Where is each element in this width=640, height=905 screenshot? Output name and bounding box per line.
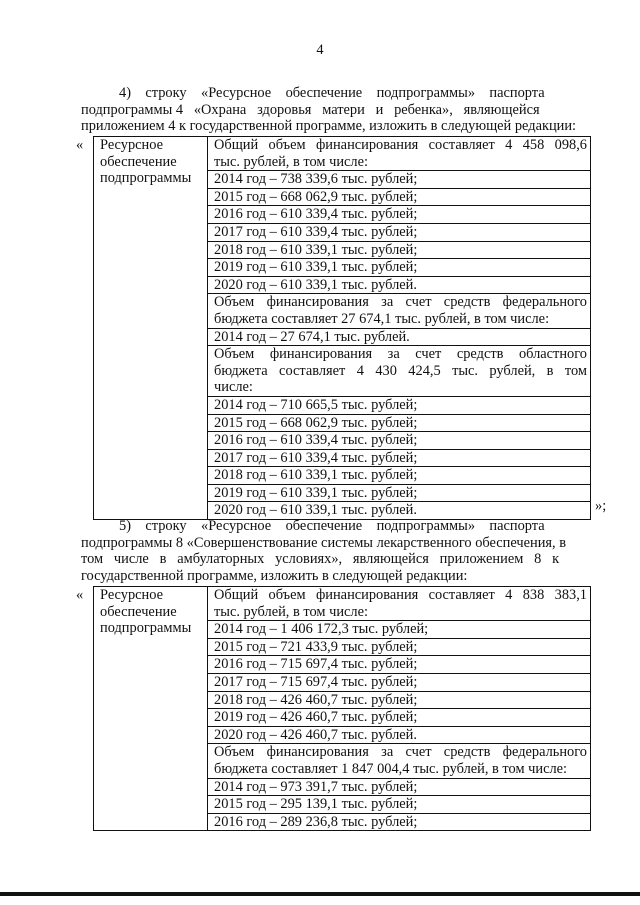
table-1-content-line: тыс. рублей, в том числе: <box>208 154 590 172</box>
table-1-content-line: 2014 год – 27 674,1 тыс. рублей. <box>208 329 590 347</box>
table-2-content-line: 2018 год – 426 460,7 тыс. рублей; <box>208 692 590 710</box>
table-2-content-cell <box>208 587 591 831</box>
table-1-label-line: обеспечение <box>100 153 177 170</box>
item-4-line-3: приложением 4 к государственной программе, изложить в следующей редакции: <box>81 118 577 135</box>
table-2-content-line: 2014 год – 1 406 172,3 тыс. рублей; <box>208 621 590 639</box>
table-2-content-line: 2015 год – 721 433,9 тыс. рублей; <box>208 639 590 657</box>
table-1-content-line: 2020 год – 610 339,1 тыс. рублей. <box>208 277 590 295</box>
table-1-content-line: 2016 год – 610 339,4 тыс. рублей; <box>208 206 590 224</box>
table-1-resource-provision <box>93 136 591 520</box>
table-1-label-cell <box>94 137 208 520</box>
table-2-label-line: подпрограммы <box>100 620 192 637</box>
table-2-content-line: Общий объем финансирования составляет 4 838 383,1 <box>214 587 587 603</box>
table-1-content-line: 2018 год – 610 339,1 тыс. рублей; <box>208 242 590 260</box>
table-2-content-line: 2015 год – 295 139,1 тыс. рублей; <box>208 796 590 814</box>
table-2-resource-provision <box>93 586 591 831</box>
table-2-content-line: 2019 год – 426 460,7 тыс. рублей; <box>208 709 590 727</box>
table-1-content-line: числе: <box>208 379 590 397</box>
table-1-content-line: Объем финансирования за счет средств областного <box>214 346 587 363</box>
table-2-open-quote: « <box>76 587 84 603</box>
table-1-content-line: 2019 год – 610 339,1 тыс. рублей; <box>208 485 590 503</box>
item-4-paragraph <box>81 85 609 135</box>
table-1-label-line: Ресурсное <box>100 137 163 153</box>
table-1-content-line: Общий объем финансирования составляет 4 458 098,6 <box>214 137 587 153</box>
table-1-open-quote: « <box>76 137 84 153</box>
table-1-content-line: 2020 год – 610 339,1 тыс. рублей. <box>214 502 417 519</box>
table-2-content-line: тыс. рублей, в том числе: <box>208 604 590 622</box>
table-1-content-line: 2019 год – 610 339,1 тыс. рублей; <box>208 259 590 277</box>
table-2-content-line: 2020 год – 426 460,7 тыс. рублей. <box>208 727 590 745</box>
table-1-content-cell <box>208 137 591 520</box>
table-2-content-line: бюджета составляет 1 847 004,4 тыс. рублей, в том числе: <box>208 761 590 779</box>
table-1-label-line: подпрограммы <box>100 170 192 187</box>
item-4-line-1: 4) строку «Ресурсное обеспечение подпрограммы» паспорта <box>119 85 545 101</box>
table-2-content-line: 2016 год – 289 236,8 тыс. рублей; <box>214 813 418 830</box>
item-5-line-3: том числе в амбулаторных условиях», являющейся приложением 8 к <box>81 551 560 568</box>
table-1-content-line: 2014 год – 738 339,6 тыс. рублей; <box>208 171 590 189</box>
table-2-label-cell <box>94 587 208 831</box>
item-5-paragraph <box>81 518 609 584</box>
item-5-line-4: государственной программе, изложить в следующей редакции: <box>81 567 468 584</box>
table-1-close-quote: »; <box>595 498 607 514</box>
item-5-line-2: подпрограммы 8 «Совершенствование системы лекарственного обеспечения, в <box>81 534 567 551</box>
table-1-content-line: Объем финансирования за счет средств федерального <box>214 294 587 311</box>
table-1-content-line: 2016 год – 610 339,4 тыс. рублей; <box>208 432 590 450</box>
table-2-content-line: 2017 год – 715 697,4 тыс. рублей; <box>208 674 590 692</box>
item-5-line-1: 5) строку «Ресурсное обеспечение подпрограммы» паспорта <box>119 518 545 534</box>
table-2-content-line: Объем финансирования за счет средств федерального <box>214 744 587 761</box>
table-1-content-line: 2018 год – 610 339,1 тыс. рублей; <box>208 467 590 485</box>
page-bottom-rule <box>0 892 640 896</box>
table-1-content-line: бюджета составляет 27 674,1 тыс. рублей, в том числе: <box>208 311 590 329</box>
table-1-content-line: бюджета составляет 4 430 424,5 тыс. рублей, в том <box>214 362 587 379</box>
page-number: 4 <box>316 42 324 58</box>
table-1-content-line: 2017 год – 610 339,4 тыс. рублей; <box>208 224 590 242</box>
table-1-content-line: 2015 год – 668 062,9 тыс. рублей; <box>208 189 590 207</box>
item-4-line-2: подпрограммы 4 «Охрана здоровья матери и ребенка», являющейся <box>81 101 540 118</box>
table-2-label-line: обеспечение <box>100 603 177 620</box>
table-2-content-line: 2016 год – 715 697,4 тыс. рублей; <box>208 656 590 674</box>
table-1-content-line: 2014 год – 710 665,5 тыс. рублей; <box>208 397 590 415</box>
table-2-content-line: 2014 год – 973 391,7 тыс. рублей; <box>208 779 590 797</box>
table-1-content-line: 2015 год – 668 062,9 тыс. рублей; <box>208 415 590 433</box>
table-2-label-line: Ресурсное <box>100 587 163 603</box>
table-1-content-line: 2017 год – 610 339,4 тыс. рублей; <box>208 450 590 468</box>
